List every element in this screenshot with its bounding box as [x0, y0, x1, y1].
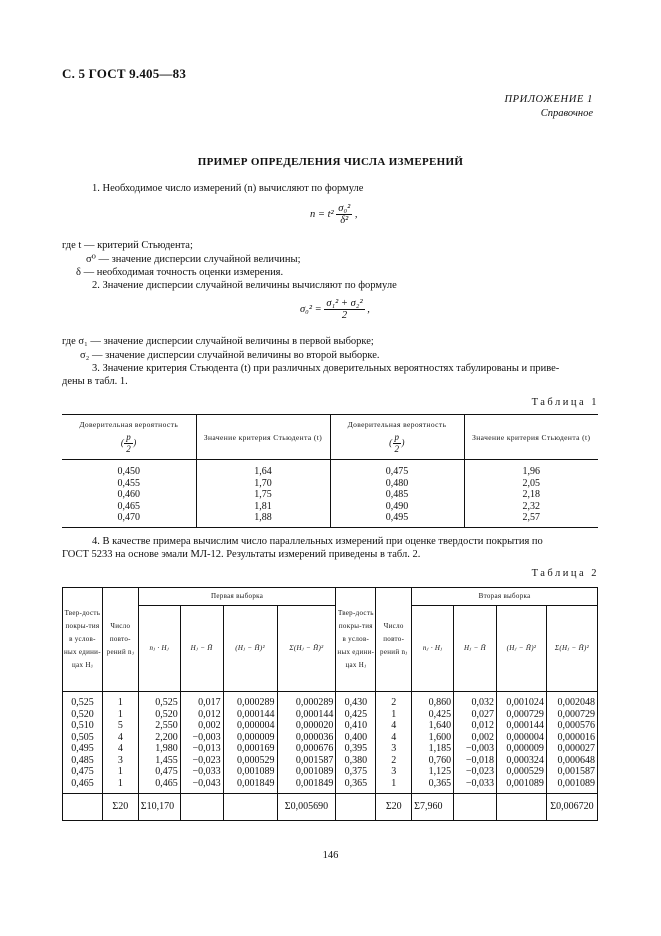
table-cell — [454, 794, 497, 821]
table-cell: 0,465 — [62, 501, 196, 513]
table-cell: 0,000289 — [277, 692, 336, 709]
table-cell: 0,485 — [63, 755, 103, 767]
table-cell: 0,410 — [336, 720, 376, 732]
table-cell: 1,75 — [196, 489, 330, 501]
table-cell: 0,000648 — [546, 755, 597, 767]
table-cell: 0,475 — [330, 460, 464, 478]
table-cell: 0,000144 — [497, 720, 547, 732]
where-delta: δ — необходимая точность оценки измерения. — [76, 267, 284, 278]
where-t: где t — критерий Стьюдента; — [62, 240, 193, 251]
table-cell: 0,002 — [180, 720, 223, 732]
table-cell: 1 — [102, 692, 138, 709]
section-title: ПРИМЕР ОПРЕДЕЛЕНИЯ ЧИСЛА ИЗМЕРЕНИЙ — [197, 156, 464, 168]
table-cell: 0,001089 — [223, 766, 277, 778]
table1-header-t-2: Значение критерия Стьюдента (t) — [464, 415, 598, 460]
table-cell: 1,64 — [196, 460, 330, 478]
table-cell: 0,000027 — [546, 743, 597, 755]
table-row — [63, 732, 598, 744]
table-cell: 0,001849 — [277, 778, 336, 794]
table-cell: 0,475 — [138, 766, 180, 778]
table1-header-t-1: Значение критерия Стьюдента (t) — [196, 415, 330, 460]
table2-subheader: Σ(Hⱼ − H̄)² — [546, 606, 597, 692]
table-cell: −0,023 — [180, 755, 223, 767]
table-cell: 4 — [376, 720, 412, 732]
table-row — [63, 692, 598, 709]
table-cell — [336, 794, 376, 821]
table2-caption: Таблица 2 — [531, 568, 599, 579]
table-cell — [223, 794, 277, 821]
table-cell: 0,001587 — [546, 766, 597, 778]
table-cell — [497, 794, 547, 821]
table-cell: 0,475 — [63, 766, 103, 778]
table1-frac-den-1: 2 — [126, 444, 132, 454]
table2-header-hardness-1: Твер-дость покры-тия в услов-ных едини-цах Hⱼ — [63, 588, 103, 692]
table-cell: 0,365 — [412, 778, 454, 794]
table-cell: 0,001089 — [497, 778, 547, 794]
table-cell: 0,525 — [138, 692, 180, 709]
paragraph-3-line2: дены в табл. 1. — [62, 376, 128, 387]
table-cell: 1,125 — [412, 766, 454, 778]
formula-sigma-tail: , — [364, 303, 370, 315]
table-cell: 4 — [102, 732, 138, 744]
table-cell: 0,460 — [62, 489, 196, 501]
table2-header-count-1: Число повто-рений nⱼ — [102, 588, 138, 692]
table-cell: 0,380 — [336, 755, 376, 767]
appendix-label — [504, 93, 593, 121]
formula-sigma — [300, 298, 370, 321]
table-cell: 0,012 — [180, 709, 223, 721]
table-cell: 0,425 — [412, 709, 454, 721]
table-cell: 2 — [376, 755, 412, 767]
page-number: 146 — [322, 850, 339, 861]
table-cell: 0,000004 — [223, 720, 277, 732]
table-cell: 0,450 — [62, 460, 196, 478]
table-cell: −0,033 — [180, 766, 223, 778]
table-row — [63, 755, 598, 767]
table-cell — [180, 794, 223, 821]
table-row — [62, 460, 598, 478]
table2-subheader: Σ(Hⱼ − H̄)² — [277, 606, 336, 692]
table-cell: 0,495 — [330, 512, 464, 527]
table1-frac-num-1: p — [126, 432, 132, 442]
formula-n-den: δ² — [340, 215, 349, 226]
table-cell: −0,023 — [454, 766, 497, 778]
table-2 — [62, 587, 598, 821]
table-row — [62, 501, 598, 513]
table-cell: −0,033 — [454, 778, 497, 794]
table-row — [62, 478, 598, 490]
table-cell: 4 — [376, 732, 412, 744]
table-cell: 0,465 — [63, 778, 103, 794]
where-sigma2: σ₂ — значение дисперсии случайной величины во второй выборке. — [80, 350, 380, 361]
table-cell: 0,000676 — [277, 743, 336, 755]
table-cell: 0,365 — [336, 778, 376, 794]
table2-sum-nh2: Σ7,960 — [412, 794, 454, 821]
table-cell: 0,000009 — [497, 743, 547, 755]
table-cell: 0,002 — [454, 732, 497, 744]
table-cell: −0,003 — [180, 732, 223, 744]
table-1 — [62, 414, 598, 528]
table-cell: 2,550 — [138, 720, 180, 732]
table-cell: −0,018 — [454, 755, 497, 767]
table-cell: 1,980 — [138, 743, 180, 755]
table2-sum-sq1: Σ0,005690 — [277, 794, 336, 821]
formula-n — [310, 203, 358, 226]
table-cell: 2,32 — [522, 500, 540, 512]
table2-subheader: nⱼ · Hⱼ — [412, 606, 454, 692]
table-cell: 0,001089 — [277, 766, 336, 778]
table-cell: 1,70 — [196, 478, 330, 490]
table-cell: 1,88 — [196, 512, 330, 527]
table-row — [62, 489, 598, 501]
table-cell: 0,760 — [412, 755, 454, 767]
table-cell: 1 — [376, 709, 412, 721]
page-header: С. 5 ГОСТ 9.405—83 — [62, 66, 187, 81]
table-cell: 2,18 — [522, 489, 540, 500]
table-cell: 0,430 — [336, 692, 376, 709]
paragraph-4-line2: ГОСТ 5233 на основе эмали МЛ-12. Результаты измерений приведены в табл. 2. — [62, 549, 421, 560]
where-sigma1: где σ₁ — значение дисперсии случайной величины в первой выборке; — [62, 336, 374, 347]
table-cell: 0,000009 — [223, 732, 277, 744]
table1-header-prob-1-frac: ( $\frac{p}{2}$ ) — [120, 432, 137, 454]
table-cell: 0,000036 — [277, 732, 336, 744]
formula-sigma-den: 2 — [341, 310, 348, 321]
table-cell: −0,043 — [180, 778, 223, 794]
table-cell: 0,000529 — [223, 755, 277, 767]
table-row — [63, 766, 598, 778]
table1-header-prob-2-frac: ( $\frac{p}{2}$ ) — [389, 432, 405, 454]
table-cell: 1 — [102, 778, 138, 794]
paragraph-4-line1: 4. В качестве примера вычислим число параллельных измерений при оценке твердости покрытия по — [92, 536, 543, 547]
table2-subheader: Hⱼ − H̄ — [180, 606, 223, 692]
table-cell: 0,485 — [330, 489, 464, 501]
table-row — [63, 778, 598, 794]
table-cell: 0,000529 — [497, 766, 547, 778]
table-cell: 0,000324 — [497, 755, 547, 767]
table-cell: 0,000144 — [223, 709, 277, 721]
formula-n-num: σ₀² — [338, 203, 351, 214]
table-cell: 1 — [376, 778, 412, 794]
table-cell: −0,013 — [180, 743, 223, 755]
table-cell: 0,490 — [330, 501, 464, 513]
table-cell: 1,96 — [522, 466, 540, 477]
formula-n-lhs: n = t² — [310, 208, 337, 220]
table2-subheader: nⱼ · Hⱼ — [138, 606, 180, 692]
formula-n-fraction — [336, 203, 352, 226]
table-cell: 0,480 — [330, 478, 464, 490]
table1-header-prob-2-text: Доверительная вероятность — [347, 420, 447, 429]
table-cell: 3 — [376, 743, 412, 755]
table2-sum-n2: Σ20 — [376, 794, 412, 821]
table-cell: 0,001587 — [277, 755, 336, 767]
table-cell: 0,000016 — [546, 732, 597, 744]
table-cell: 0,000004 — [497, 732, 547, 744]
table-cell: 0,000576 — [546, 720, 597, 732]
where-sigma0: σ⁰ — значение дисперсии случайной величины; — [86, 254, 301, 265]
table-cell: 0,495 — [63, 743, 103, 755]
paragraph-1: 1. Необходимое число измерений (n) вычисляют по формуле — [92, 183, 364, 194]
table-cell: 1,455 — [138, 755, 180, 767]
table-cell: 0,000020 — [277, 720, 336, 732]
table-cell: 0,027 — [454, 709, 497, 721]
table2-header-group-1: Первая выборка — [138, 588, 336, 606]
table2-sum-n1: Σ20 — [102, 794, 138, 821]
table2-subheader: (Hⱼ − H̄)² — [223, 606, 277, 692]
table-cell: 0,032 — [454, 692, 497, 709]
table-cell: 2 — [376, 692, 412, 709]
table-row — [63, 720, 598, 732]
table-cell: 1,600 — [412, 732, 454, 744]
table1-header-prob-2 — [330, 415, 464, 460]
table-cell: 4 — [102, 743, 138, 755]
table-cell: 0,510 — [63, 720, 103, 732]
table1-caption: Таблица 1 — [531, 397, 599, 408]
formula-sigma-fraction — [324, 298, 364, 321]
table-cell: 0,860 — [412, 692, 454, 709]
formula-n-tail: , — [352, 208, 358, 220]
table-cell: 0,012 — [454, 720, 497, 732]
table-cell: 0,505 — [63, 732, 103, 744]
table-cell: 0,000729 — [497, 709, 547, 721]
table-cell: 0,000729 — [546, 709, 597, 721]
table-cell — [63, 794, 103, 821]
table-cell: 0,525 — [63, 692, 103, 709]
table2-header-hardness-2: Твер-дость покры-тия в услов-ных едини-цах Hⱼ — [336, 588, 376, 692]
table-row — [63, 709, 598, 721]
table1-frac-den-2: 2 — [394, 444, 400, 454]
table2-sum-sq2: Σ0,006720 — [546, 794, 597, 821]
table-cell: 0,455 — [62, 478, 196, 490]
table-cell: 1,185 — [412, 743, 454, 755]
paragraph-2: 2. Значение дисперсии случайной величины вычисляют по формуле — [92, 280, 397, 291]
table-cell: 2,57 — [464, 512, 598, 527]
table-row — [62, 512, 598, 527]
table-cell: 0,520 — [138, 709, 180, 721]
table-cell: 0,001024 — [497, 692, 547, 709]
table-cell: 0,000169 — [223, 743, 277, 755]
formula-sigma-num: σ₁² + σ₂² — [326, 298, 363, 309]
table1-header-prob-1-text: Доверительная вероятность — [79, 420, 179, 429]
table-cell: 0,470 — [62, 512, 196, 527]
table-cell: 0,001849 — [223, 778, 277, 794]
table-cell: 0,000289 — [223, 692, 277, 709]
formula-sigma-lhs: σ₀² = — [300, 303, 325, 315]
table-cell: 3 — [376, 766, 412, 778]
table-cell: 3 — [102, 755, 138, 767]
table2-header-count-2: Число повто-рений nⱼ — [376, 588, 412, 692]
table-cell: 0,001089 — [546, 778, 597, 794]
table-cell: 0,520 — [63, 709, 103, 721]
table2-subheader: (Hⱼ − H̄)² — [497, 606, 547, 692]
table-cell: 0,002048 — [546, 692, 597, 709]
table-cell: 1,640 — [412, 720, 454, 732]
table-cell: 1,81 — [196, 501, 330, 513]
table-cell: −0,003 — [454, 743, 497, 755]
table2-sum-nh1: Σ10,170 — [138, 794, 180, 821]
table-cell: 0,395 — [336, 743, 376, 755]
table-cell: 0,400 — [336, 732, 376, 744]
table-cell: 0,000144 — [277, 709, 336, 721]
table-cell: 2,05 — [522, 477, 540, 489]
table-cell: 1 — [102, 709, 138, 721]
table2-subheader: Hⱼ − H̄ — [454, 606, 497, 692]
table-cell: 0,465 — [138, 778, 180, 794]
table1-frac-num-2: p — [394, 432, 400, 442]
appendix-number: ПРИЛОЖЕНИЕ 1 — [504, 94, 593, 105]
table-cell: 0,425 — [336, 709, 376, 721]
table1-header-prob-1 — [62, 415, 196, 460]
table2-header-group-2: Вторая выборка — [412, 588, 598, 606]
table-cell: 0,017 — [180, 692, 223, 709]
table-cell: 1 — [102, 766, 138, 778]
table-cell: 5 — [102, 720, 138, 732]
table-cell: 2,200 — [138, 732, 180, 744]
table2-sum-row — [63, 794, 598, 821]
table-cell: 0,375 — [336, 766, 376, 778]
appendix-type: Справочное — [540, 108, 593, 119]
table-row — [63, 743, 598, 755]
paragraph-3-line1: 3. Значение критерия Стьюдента (t) при различных доверительных вероятностях табулированы и приве- — [92, 363, 560, 374]
